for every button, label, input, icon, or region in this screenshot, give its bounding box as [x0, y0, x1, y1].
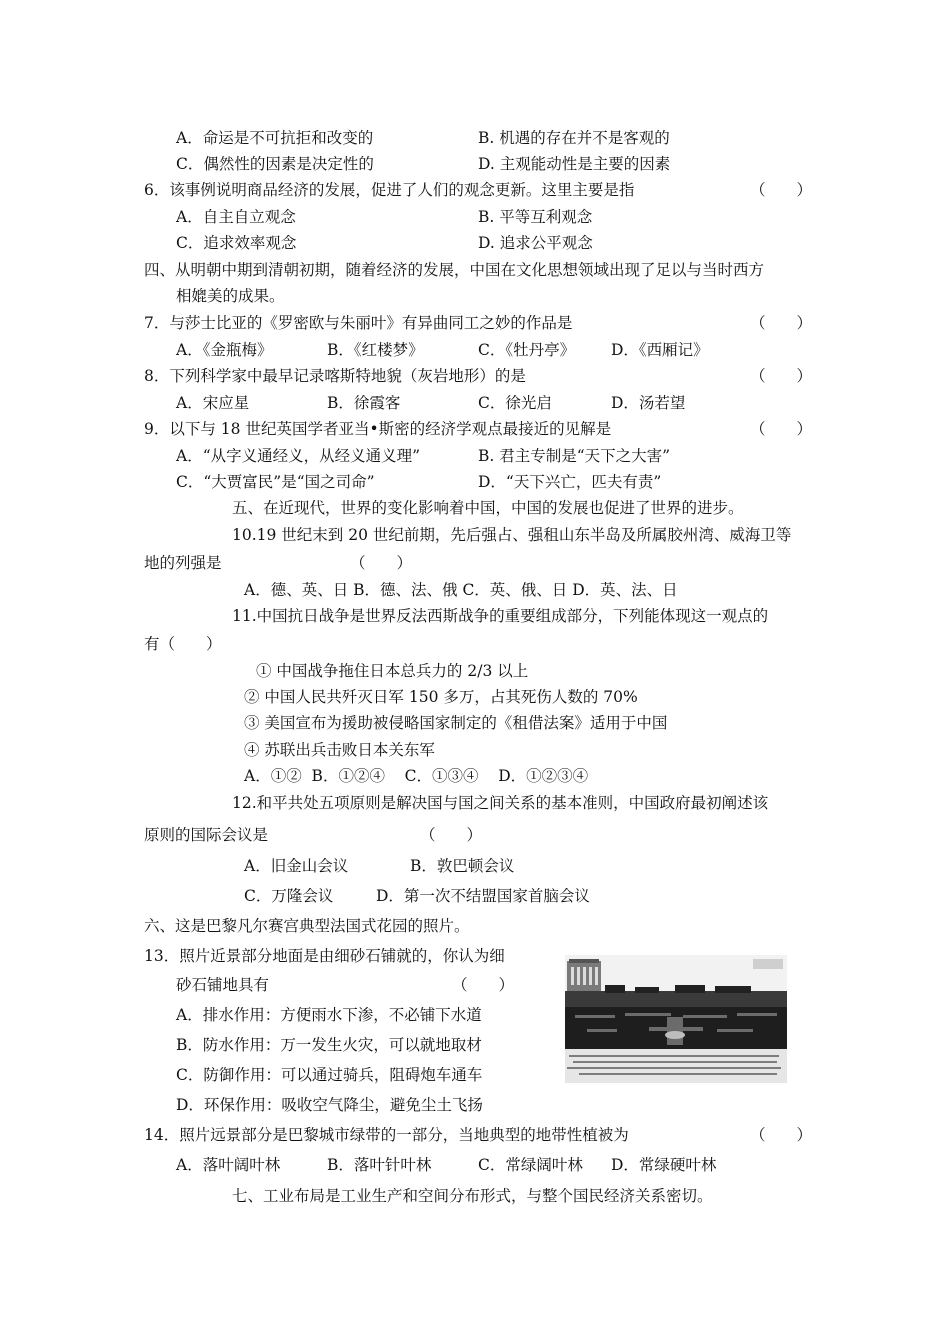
- q10-stem-line2: 地的列强是: [144, 554, 222, 572]
- q6-option-a: A．自主自立观念: [176, 208, 296, 226]
- q9-option-b: B. 君主专制是“天下之大害”: [478, 447, 671, 465]
- q14-stem: 14．照片远景部分是巴黎城市绿带的一部分，当地典型的地带性植被为: [144, 1126, 629, 1144]
- q10-stem-line1: 10.19 世纪末到 20 世纪前期，先后强占、强租山东半岛及所属胶州湾、威海卫等: [232, 526, 792, 544]
- q8-stem: 8．下列科学家中最早记录喀斯特地貌（灰岩地形）的是: [144, 367, 526, 385]
- section4-intro-line1: 四、从明朝中期到清朝初期，随着经济的发展，中国在文化思想领域出现了足以与当时西方: [144, 261, 765, 279]
- q9-option-d: D．“天下兴亡，匹夫有责”: [478, 473, 662, 491]
- q12-option-d: D．第一次不结盟国家首脑会议: [376, 887, 590, 905]
- q8-option-d: D．汤若望: [611, 394, 686, 412]
- q11-options: A．①② B．①②④ C．①③④ D．①②③④: [244, 767, 589, 785]
- q11-stem-line1: 11.中国抗日战争是世界反法西斯战争的重要组成部分，下列能体现这一观点的: [232, 607, 769, 625]
- q5-option-d: D. 主观能动性是主要的因素: [478, 155, 671, 173]
- q13-stem-line1: 13．照片近景部分地面是由细砂石铺就的，你认为细: [144, 947, 505, 965]
- q8-answer-paren: （ ）: [750, 367, 813, 385]
- q12-option-c: C．万隆会议: [244, 887, 334, 905]
- q9-option-a: A．“从字义通经义，从经义通义理”: [176, 447, 421, 465]
- q13-option-a: A．排水作用：方便雨水下渗，不必铺下水道: [176, 1006, 482, 1024]
- q10-answer-paren: （ ）: [350, 554, 413, 572]
- q7-option-d: D．《西厢记》: [611, 341, 709, 359]
- q7-option-b: B．《红楼梦》: [327, 341, 424, 359]
- q13-option-c: C．防御作用：可以通过骑兵，阻碍炮车通车: [176, 1066, 483, 1084]
- q11-item-3: ③ 美国宣布为援助被侵略国家制定的《租借法案》适用于中国: [244, 714, 668, 732]
- q6-option-b: B. 平等互利观念: [478, 208, 593, 226]
- q12-option-b: B．敦巴顿会议: [410, 857, 515, 875]
- q12-stem-line2: 原则的国际会议是: [144, 826, 269, 844]
- section4-intro-line2: 相媲美的成果。: [176, 287, 285, 305]
- versailles-garden-photo: [565, 955, 787, 1083]
- q7-option-c: C．《牡丹亭》: [478, 341, 576, 359]
- q14-answer-paren: （ ）: [750, 1126, 813, 1144]
- q11-stem-line2: 有（ ）: [144, 635, 222, 653]
- q7-answer-paren: （ ）: [750, 314, 813, 332]
- q13-option-d: D．环保作用：吸收空气降尘，避免尘土飞扬: [176, 1096, 483, 1114]
- q14-option-b: B．落叶针叶林: [327, 1156, 432, 1174]
- q14-option-d: D．常绿硬叶林: [611, 1156, 717, 1174]
- section7-intro: 七、工业布局是工业生产和空间分布形式，与整个国民经济关系密切。: [232, 1187, 713, 1205]
- q14-option-c: C．常绿阔叶林: [478, 1156, 583, 1174]
- section5-intro: 五、在近现代，世界的变化影响着中国，中国的发展也促进了世界的进步。: [232, 499, 744, 517]
- q13-stem-line2: 砂石铺地具有: [176, 976, 270, 994]
- q5-option-c: C．偶然性的因素是决定性的: [176, 155, 374, 173]
- q9-answer-paren: （ ）: [750, 420, 813, 438]
- q7-stem: 7．与莎士比亚的《罗密欧与朱丽叶》有异曲同工之妙的作品是: [144, 314, 573, 332]
- q6-stem: 6．该事例说明商品经济的发展，促进了人们的观念更新。这里主要是指: [144, 181, 635, 199]
- section6-intro: 六、这是巴黎凡尔赛宫典型法国式花园的照片。: [144, 917, 470, 935]
- q6-option-d: D. 追求公平观念: [478, 234, 593, 252]
- q14-option-a: A．落叶阔叶林: [176, 1156, 281, 1174]
- q10-options: A．德、英、日 B．德、法、俄 C．英、俄、日 D．英、法、日: [244, 581, 678, 599]
- q6-option-c: C．追求效率观念: [176, 234, 297, 252]
- q8-option-a: A．宋应星: [176, 394, 250, 412]
- q6-answer-paren: （ ）: [750, 181, 813, 199]
- q12-option-a: A．旧金山会议: [244, 857, 349, 875]
- q11-item-1: ① 中国战争拖住日本总兵力的 2/3 以上: [256, 662, 529, 680]
- q8-option-c: C．徐光启: [478, 394, 552, 412]
- q13-answer-paren: （ ）: [452, 976, 515, 994]
- q11-item-2: ② 中国人民共歼灭日军 150 多万，占其死伤人数的 70%: [244, 688, 638, 706]
- q9-stem: 9．以下与 18 世纪英国学者亚当•斯密的经济学观点最接近的见解是: [144, 420, 612, 438]
- q11-item-4: ④ 苏联出兵击败日本关东军: [244, 741, 435, 759]
- q8-option-b: B．徐霞客: [327, 394, 401, 412]
- q9-option-c: C．“大贾富民”是“国之司命”: [176, 473, 375, 491]
- q5-option-b: B. 机遇的存在并不是客观的: [478, 129, 670, 147]
- q7-option-a: A．《金瓶梅》: [176, 341, 273, 359]
- q12-stem-line1: 12.和平共处五项原则是解决国与国之间关系的基本准则，中国政府最初阐述该: [232, 794, 769, 812]
- q13-option-b: B．防水作用：万一发生火灾，可以就地取材: [176, 1036, 482, 1054]
- q12-answer-paren: （ ）: [420, 826, 483, 844]
- q5-option-a: A．命运是不可抗拒和改变的: [176, 129, 374, 147]
